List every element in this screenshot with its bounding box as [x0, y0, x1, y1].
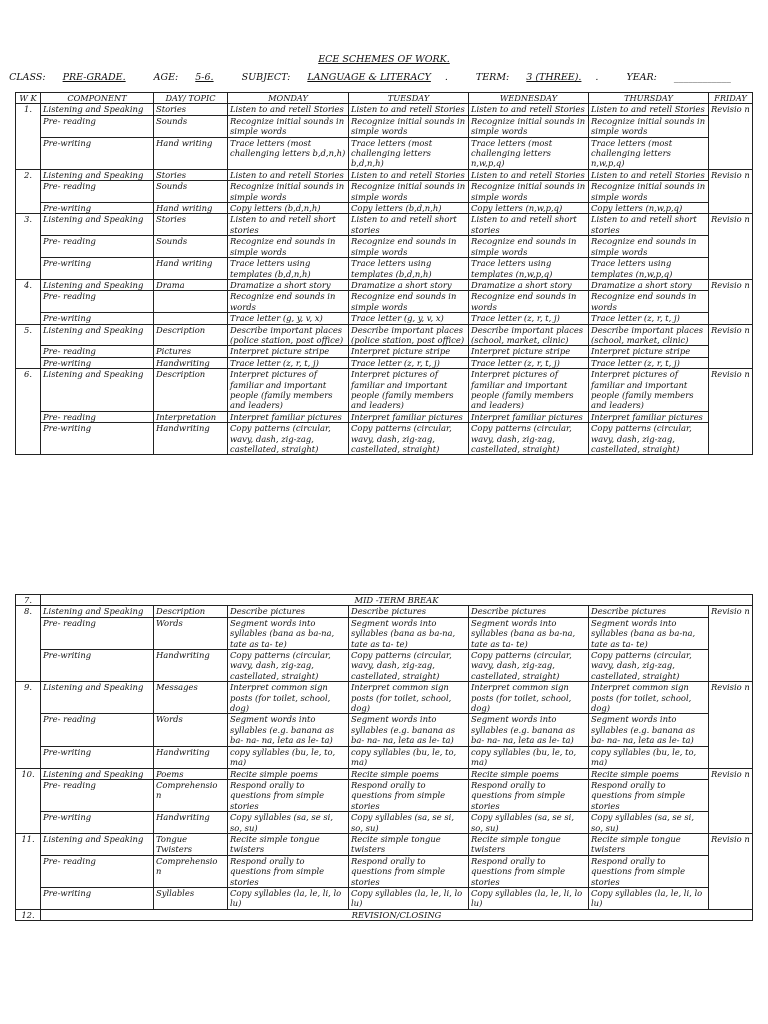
component-cell: Listening and Speaking: [41, 682, 154, 714]
table-row: [16, 115, 753, 137]
monday-cell: Respond orally to questions from simple stories: [228, 855, 349, 887]
monday-cell: copy syllables (bu, le, to, ma): [228, 746, 349, 768]
topic-cell: Comprehensio n: [154, 779, 228, 811]
component-cell: Pre-writing: [41, 203, 154, 214]
monday-cell: Respond orally to questions from simple stories: [228, 779, 349, 811]
friday-cell: Revisio n: [709, 833, 753, 909]
topic-cell: Sounds: [154, 236, 228, 258]
table-row: [16, 236, 753, 258]
topic-cell: Hand writing: [154, 137, 228, 169]
monday-cell: Interpret picture stripe: [228, 346, 349, 357]
tuesday-cell: Dramatize a short story: [349, 279, 469, 290]
tuesday-cell: Copy patterns (circular, wavy, dash, zig-zag, castellated, straight): [349, 650, 469, 682]
component-cell: Listening and Speaking: [41, 104, 154, 115]
component-cell: Pre-writing: [41, 313, 154, 324]
thursday-cell: Copy patterns (circular, wavy, dash, zig-zag, castellated, straight): [589, 650, 709, 682]
table-row: [16, 812, 753, 834]
topic-cell: Handwriting: [154, 423, 228, 455]
wednesday-cell: Describe important places (school, market, clinic): [469, 324, 589, 346]
tuesday-cell: Interpret familiar pictures: [349, 411, 469, 422]
midterm-row: [16, 595, 753, 606]
tuesday-cell: copy syllables (bu, le, to, ma): [349, 746, 469, 768]
topic-cell: Hand writing: [154, 203, 228, 214]
table-row: [16, 258, 753, 280]
tuesday-cell: Trace letter (z, r, t, j): [349, 357, 469, 368]
table-row: [16, 357, 753, 368]
wednesday-cell: Copy patterns (circular, wavy, dash, zig-zag, castellated, straight): [469, 650, 589, 682]
topic-cell: [154, 313, 228, 324]
monday-cell: Copy syllables (sa, se si, so, su): [228, 812, 349, 834]
table-row: [16, 855, 753, 887]
wednesday-cell: copy syllables (bu, le, to, ma): [469, 746, 589, 768]
table-row: [16, 423, 753, 455]
wednesday-cell: Recognize end sounds in words: [469, 291, 589, 313]
monday-cell: Copy patterns (circular, wavy, dash, zig-zag, castellated, straight): [228, 650, 349, 682]
topic-cell: Description: [154, 369, 228, 412]
thursday-cell: Segment words into syllables (e.g. banana as ba- na- na, leta as le- ta): [589, 714, 709, 746]
wednesday-cell: Segment words into syllables (bana as ba-na, tate as ta- te): [469, 617, 589, 649]
table-row: [16, 169, 753, 180]
friday-cell: Revisio n: [709, 214, 753, 279]
monday-cell: Interpret pictures of familiar and important people (family members and leaders): [228, 369, 349, 412]
monday-cell: Copy letters (b,d,n,h): [228, 203, 349, 214]
column-header: WEDNESDAY: [469, 93, 589, 104]
week-number-cell: 4.: [16, 279, 41, 324]
midterm-label: MID -TERM BREAK: [41, 595, 753, 606]
table-row: [16, 279, 753, 290]
table-row: [16, 682, 753, 714]
wednesday-cell: Listen to and retell short stories: [469, 214, 589, 236]
monday-cell: Recite simple poems: [228, 768, 349, 779]
tuesday-cell: Respond orally to questions from simple stories: [349, 855, 469, 887]
subject-field: SUBJECT: LANGUAGE & LITERACY .: [241, 72, 448, 83]
monday-cell: Describe pictures: [228, 606, 349, 617]
component-cell: Listening and Speaking: [41, 324, 154, 346]
table-row: [16, 606, 753, 617]
wednesday-cell: Dramatize a short story: [469, 279, 589, 290]
scheme-table-part1: [15, 92, 753, 455]
topic-cell: Handwriting: [154, 650, 228, 682]
table-row: [16, 324, 753, 346]
monday-cell: Describe important places (police station, post office): [228, 324, 349, 346]
topic-cell: Messages: [154, 682, 228, 714]
component-cell: Pre-writing: [41, 357, 154, 368]
monday-cell: Recognize initial sounds in simple words: [228, 181, 349, 203]
tuesday-cell: Copy syllables (la, le, li, lo lu): [349, 887, 469, 909]
tuesday-cell: Recognize initial sounds in simple words: [349, 115, 469, 137]
topic-cell: Drama: [154, 279, 228, 290]
tuesday-cell: Describe pictures: [349, 606, 469, 617]
monday-cell: Recognize initial sounds in simple words: [228, 115, 349, 137]
thursday-cell: copy syllables (bu, le, to, ma): [589, 746, 709, 768]
column-header: W K: [16, 93, 41, 104]
component-cell: Pre- reading: [41, 617, 154, 649]
topic-cell: Interpretation: [154, 411, 228, 422]
week-number-cell: 7.: [16, 595, 41, 606]
tuesday-cell: Recognize end sounds in simple words: [349, 291, 469, 313]
component-cell: Pre-writing: [41, 812, 154, 834]
topic-cell: Hand writing: [154, 258, 228, 280]
table-row: [16, 411, 753, 422]
friday-cell: Revisio n: [709, 682, 753, 768]
table-row: [16, 104, 753, 115]
topic-cell: Sounds: [154, 181, 228, 203]
thursday-cell: Copy syllables (la, le, li, lo lu): [589, 887, 709, 909]
friday-cell: Revisio n: [709, 169, 753, 214]
monday-cell: Trace letter (z, r, t, j): [228, 357, 349, 368]
thursday-cell: Listen to and retell Stories: [589, 104, 709, 115]
component-cell: Pre- reading: [41, 855, 154, 887]
wednesday-cell: Respond orally to questions from simple stories: [469, 855, 589, 887]
topic-cell: Stories: [154, 169, 228, 180]
topic-cell: [154, 291, 228, 313]
wednesday-cell: Recognize end sounds in simple words: [469, 236, 589, 258]
table-row: [16, 203, 753, 214]
scheme-table-part2: [15, 594, 753, 921]
week-number-cell: 2.: [16, 169, 41, 214]
term-field: TERM: 3 (THREE). .: [475, 72, 599, 83]
wednesday-cell: Describe pictures: [469, 606, 589, 617]
wednesday-cell: Interpret pictures of familiar and important people (family members and leaders): [469, 369, 589, 412]
wednesday-cell: Segment words into syllables (e.g. banana as ba- na- na, leta as le- ta): [469, 714, 589, 746]
week-number-cell: 5.: [16, 324, 41, 369]
wednesday-cell: Recognize initial sounds in simple words: [469, 115, 589, 137]
tuesday-cell: Describe important places (police station, post office): [349, 324, 469, 346]
wednesday-cell: Trace letters using templates (n,w,p,q): [469, 258, 589, 280]
wednesday-cell: Recite simple tongue twisters: [469, 833, 589, 855]
table-row: [16, 181, 753, 203]
component-cell: Pre- reading: [41, 236, 154, 258]
component-cell: Listening and Speaking: [41, 214, 154, 236]
table-row: [16, 369, 753, 412]
tuesday-cell: Recognize initial sounds in simple words: [349, 181, 469, 203]
thursday-cell: Trace letter (z, r, t, j): [589, 313, 709, 324]
component-cell: Listening and Speaking: [41, 833, 154, 855]
tuesday-cell: Respond orally to questions from simple stories: [349, 779, 469, 811]
tuesday-cell: Interpret common sign posts (for toilet, school, dog): [349, 682, 469, 714]
thursday-cell: Copy patterns (circular, wavy, dash, zig-zag, castellated, straight): [589, 423, 709, 455]
thursday-cell: Respond orally to questions from simple stories: [589, 855, 709, 887]
table-row: [16, 617, 753, 649]
monday-cell: Listen to and retell Stories: [228, 169, 349, 180]
week-number-cell: 3.: [16, 214, 41, 279]
thursday-cell: Dramatize a short story: [589, 279, 709, 290]
topic-cell: Comprehensio n: [154, 855, 228, 887]
tuesday-cell: Segment words into syllables (bana as ba-na, tate as ta- te): [349, 617, 469, 649]
tuesday-cell: Copy letters (b,d,n,h): [349, 203, 469, 214]
week-number-cell: 10.: [16, 768, 41, 833]
friday-cell: Revisio n: [709, 369, 753, 455]
wednesday-cell: Copy syllables (sa, se si, so, su): [469, 812, 589, 834]
tuesday-cell: Segment words into syllables (e.g. banana as ba- na- na, leta as le- ta): [349, 714, 469, 746]
component-cell: Listening and Speaking: [41, 768, 154, 779]
thursday-cell: Trace letters (most challenging letters n,w,p,q): [589, 137, 709, 169]
monday-cell: Trace letter (g, y, v, x): [228, 313, 349, 324]
component-cell: Pre- reading: [41, 115, 154, 137]
column-header: COMPONENT: [41, 93, 154, 104]
table-row: [16, 313, 753, 324]
table-row: [16, 779, 753, 811]
column-header: TUESDAY: [349, 93, 469, 104]
monday-cell: Trace letters (most challenging letters b,d,n,h): [228, 137, 349, 169]
thursday-cell: Segment words into syllables (bana as ba-na, tate as ta- te): [589, 617, 709, 649]
component-cell: Pre- reading: [41, 714, 154, 746]
component-cell: Pre-writing: [41, 258, 154, 280]
topic-cell: Handwriting: [154, 812, 228, 834]
wednesday-cell: Recite simple poems: [469, 768, 589, 779]
wednesday-cell: Listen to and retell Stories: [469, 104, 589, 115]
tuesday-cell: Listen to and retell short stories: [349, 214, 469, 236]
tuesday-cell: Copy patterns (circular, wavy, dash, zig-zag, castellated, straight): [349, 423, 469, 455]
tuesday-cell: Interpret pictures of familiar and important people (family members and leaders): [349, 369, 469, 412]
topic-cell: Pictures: [154, 346, 228, 357]
column-header: DAY/ TOPIC: [154, 93, 228, 104]
column-header: THURSDAY: [589, 93, 709, 104]
monday-cell: Dramatize a short story: [228, 279, 349, 290]
topic-cell: Words: [154, 617, 228, 649]
week-number-cell: 11.: [16, 833, 41, 909]
wednesday-cell: Recognize initial sounds in simple words: [469, 181, 589, 203]
thursday-cell: Recognize initial sounds in simple words: [589, 181, 709, 203]
table-row: [16, 887, 753, 909]
component-cell: Listening and Speaking: [41, 169, 154, 180]
wednesday-cell: Interpret familiar pictures: [469, 411, 589, 422]
component-cell: Listening and Speaking: [41, 606, 154, 617]
monday-cell: Recognize end sounds in simple words: [228, 236, 349, 258]
topic-cell: Syllables: [154, 887, 228, 909]
week-number-cell: 8.: [16, 606, 41, 682]
tuesday-cell: Recite simple poems: [349, 768, 469, 779]
topic-cell: Description: [154, 606, 228, 617]
component-cell: Pre-writing: [41, 137, 154, 169]
thursday-cell: Copy syllables (sa, se si, so, su): [589, 812, 709, 834]
table-row: [16, 346, 753, 357]
table-row: [16, 650, 753, 682]
thursday-cell: Copy letters (n,w,p,q): [589, 203, 709, 214]
topic-cell: Tongue Twisters: [154, 833, 228, 855]
component-cell: Pre-writing: [41, 423, 154, 455]
closing-label: REVISION/CLOSING: [41, 909, 753, 920]
monday-cell: Copy syllables (la, le, li, lo lu): [228, 887, 349, 909]
week-number-cell: 6.: [16, 369, 41, 455]
wednesday-cell: Respond orally to questions from simple stories: [469, 779, 589, 811]
tuesday-cell: Copy syllables (sa, se si, so, su): [349, 812, 469, 834]
tuesday-cell: Listen to and retell Stories: [349, 169, 469, 180]
column-header: FRIDAY: [709, 93, 753, 104]
topic-cell: Stories: [154, 214, 228, 236]
topic-cell: Stories: [154, 104, 228, 115]
week-number-cell: 12.: [16, 909, 41, 920]
friday-cell: Revisio n: [709, 324, 753, 369]
thursday-cell: Recite simple poems: [589, 768, 709, 779]
thursday-cell: Recognize initial sounds in simple words: [589, 115, 709, 137]
table-row: [16, 214, 753, 236]
friday-cell: Revisio n: [709, 606, 753, 682]
thursday-cell: Describe pictures: [589, 606, 709, 617]
wednesday-cell: Copy letters (n,w,p,q): [469, 203, 589, 214]
tuesday-cell: Trace letters using templates (b,d,n,h): [349, 258, 469, 280]
topic-cell: Handwriting: [154, 357, 228, 368]
component-cell: Pre- reading: [41, 779, 154, 811]
thursday-cell: Interpret picture stripe: [589, 346, 709, 357]
component-cell: Pre- reading: [41, 411, 154, 422]
wednesday-cell: Interpret common sign posts (for toilet, school, dog): [469, 682, 589, 714]
table-row: [16, 714, 753, 746]
closing-row: [16, 909, 753, 920]
friday-cell: Revisio n: [709, 768, 753, 833]
week-number-cell: 1.: [16, 104, 41, 169]
topic-cell: Poems: [154, 768, 228, 779]
thursday-cell: Interpret familiar pictures: [589, 411, 709, 422]
component-cell: Pre- reading: [41, 346, 154, 357]
monday-cell: Segment words into syllables (bana as ba-na, tate as ta- te): [228, 617, 349, 649]
wednesday-cell: Interpret picture stripe: [469, 346, 589, 357]
table-row: [16, 291, 753, 313]
monday-cell: Interpret common sign posts (for toilet, school, dog): [228, 682, 349, 714]
monday-cell: Segment words into syllables (e.g. banana as ba- na- na, leta as le- ta): [228, 714, 349, 746]
document-meta: [0, 72, 768, 83]
thursday-cell: Recite simple tongue twisters: [589, 833, 709, 855]
table-row: [16, 833, 753, 855]
wednesday-cell: Trace letter (z, r, t, j): [469, 313, 589, 324]
topic-cell: Words: [154, 714, 228, 746]
thursday-cell: Interpret pictures of familiar and important people (family members and leaders): [589, 369, 709, 412]
component-cell: Pre-writing: [41, 887, 154, 909]
monday-cell: Interpret familiar pictures: [228, 411, 349, 422]
thursday-cell: Listen to and retell short stories: [589, 214, 709, 236]
component-cell: Pre- reading: [41, 291, 154, 313]
thursday-cell: Trace letters using templates (n,w,p,q): [589, 258, 709, 280]
thursday-cell: Trace letter (z, r, t, j): [589, 357, 709, 368]
age-field: AGE: 5-6.: [153, 72, 214, 83]
component-cell: Pre-writing: [41, 746, 154, 768]
tuesday-cell: Recognize end sounds in simple words: [349, 236, 469, 258]
table-row: [16, 746, 753, 768]
tuesday-cell: Interpret picture stripe: [349, 346, 469, 357]
monday-cell: Recognize end sounds in words: [228, 291, 349, 313]
thursday-cell: Listen to and retell Stories: [589, 169, 709, 180]
table-row: [16, 137, 753, 169]
monday-cell: Listen to and retell short stories: [228, 214, 349, 236]
friday-cell: Revisio n: [709, 279, 753, 324]
document-title: ECE SCHEMES OF WORK.: [318, 54, 450, 65]
tuesday-cell: Trace letter (g, y, v, x): [349, 313, 469, 324]
topic-cell: Description: [154, 324, 228, 346]
wednesday-cell: Trace letter (z, r, t, j): [469, 357, 589, 368]
week-number-cell: 9.: [16, 682, 41, 768]
component-cell: Listening and Speaking: [41, 369, 154, 412]
topic-cell: Handwriting: [154, 746, 228, 768]
wednesday-cell: Copy syllables (la, le, li, lo lu): [469, 887, 589, 909]
monday-cell: Recite simple tongue twisters: [228, 833, 349, 855]
column-header: MONDAY: [228, 93, 349, 104]
class-field: CLASS: PRE-GRADE.: [9, 72, 126, 83]
wednesday-cell: Trace letters (most challenging letters n,w,p,q): [469, 137, 589, 169]
monday-cell: Trace letters using templates (b,d,n,h): [228, 258, 349, 280]
component-cell: Pre-writing: [41, 650, 154, 682]
tuesday-cell: Recite simple tongue twisters: [349, 833, 469, 855]
thursday-cell: Respond orally to questions from simple stories: [589, 779, 709, 811]
table-row: [16, 768, 753, 779]
monday-cell: Copy patterns (circular, wavy, dash, zig-zag, castellated, straight): [228, 423, 349, 455]
thursday-cell: Describe important places (school, market, clinic): [589, 324, 709, 346]
year-field: YEAR: ____________: [626, 72, 731, 83]
wednesday-cell: Listen to and retell Stories: [469, 169, 589, 180]
friday-cell: Revisio n: [709, 104, 753, 169]
topic-cell: Sounds: [154, 115, 228, 137]
thursday-cell: Interpret common sign posts (for toilet, school, dog): [589, 682, 709, 714]
header-row: [16, 93, 753, 104]
tuesday-cell: Listen to and retell Stories: [349, 104, 469, 115]
wednesday-cell: Copy patterns (circular, wavy, dash, zig-zag, castellated, straight): [469, 423, 589, 455]
component-cell: Pre- reading: [41, 181, 154, 203]
component-cell: Listening and Speaking: [41, 279, 154, 290]
tuesday-cell: Trace letters (most challenging letters b,d,n,h): [349, 137, 469, 169]
thursday-cell: Recognize end sounds in simple words: [589, 236, 709, 258]
thursday-cell: Recognize end sounds in words: [589, 291, 709, 313]
monday-cell: Listen to and retell Stories: [228, 104, 349, 115]
